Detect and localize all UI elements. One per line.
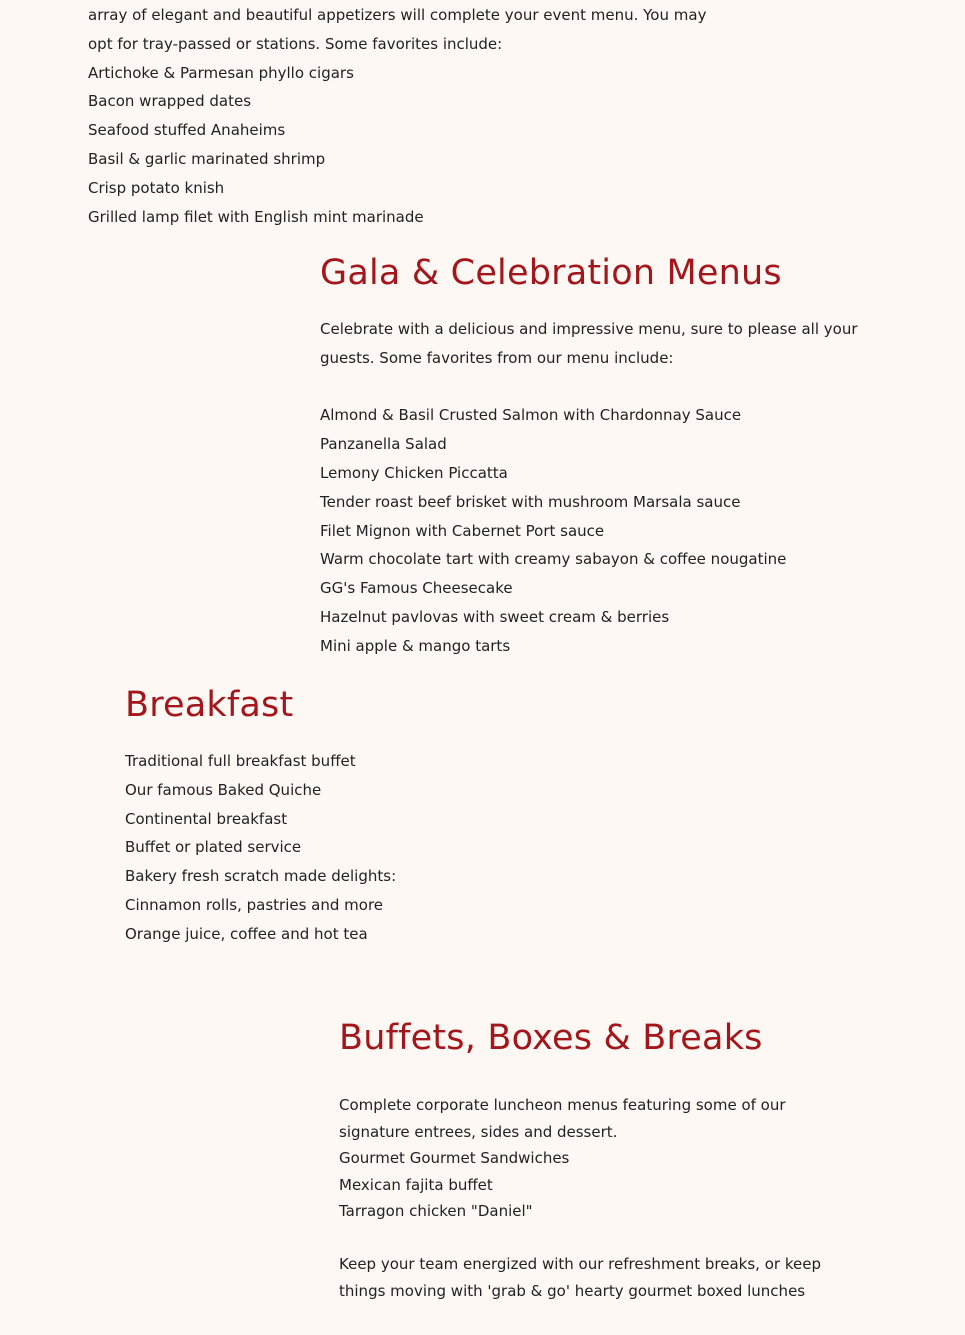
gala-item: Warm chocolate tart with creamy sabayon & coffee nougatine (320, 550, 787, 569)
breakfast-item: Buffet or plated service (125, 838, 302, 857)
buffets-item: Gourmet Gourmet Sandwiches (339, 1149, 570, 1167)
appetizer-item: Artichoke & Parmesan phyllo cigars (88, 63, 354, 82)
gala-item: Panzanella Salad (320, 435, 447, 454)
gala-item: Tender roast beef brisket with mushroom Marsala sauce (320, 492, 741, 511)
breakfast-item: Bakery fresh scratch made delights: (125, 867, 397, 886)
buffets-item: Tarragon chicken "Daniel" (339, 1202, 533, 1220)
breakfast-heading: Breakfast (125, 685, 294, 725)
appetizer-item: Grilled lamp filet with English mint marinade (88, 207, 424, 226)
buffets-heading: Buffets, Boxes & Breaks (339, 1018, 763, 1058)
appetizers-intro-line: opt for tray-passed or stations. Some favorites include: (88, 34, 503, 53)
gala-item: GG's Famous Cheesecake (320, 579, 513, 598)
appetizers-intro-line: array of elegant and beautiful appetizers will complete your event menu. You may (88, 6, 707, 24)
gala-intro-line: guests. Some favorites from our menu include: (320, 348, 674, 367)
buffets-outro-line: Keep your team energized with our refreshment breaks, or keep (339, 1255, 821, 1273)
breakfast-item: Our famous Baked Quiche (125, 780, 322, 799)
breakfast-item: Traditional full breakfast buffet (125, 752, 356, 770)
breakfast-item: Continental breakfast (125, 809, 288, 828)
gala-heading: Gala & Celebration Menus (320, 253, 782, 293)
breakfast-item: Cinnamon rolls, pastries and more (125, 895, 384, 914)
appetizers-section (88, 1, 706, 231)
buffets-intro-line: signature entrees, sides and dessert. (339, 1122, 618, 1141)
gala-item: Hazelnut pavlovas with sweet cream & berries (320, 607, 670, 626)
buffets-section (339, 1092, 821, 1304)
appetizer-item: Crisp potato knish (88, 178, 225, 197)
buffets-item: Mexican fajita buffet (339, 1175, 493, 1194)
gala-intro-line: Celebrate with a delicious and impressive menu, sure to please all your (320, 320, 858, 338)
breakfast-item: Orange juice, coffee and hot tea (125, 924, 368, 943)
gala-item: Lemony Chicken Piccatta (320, 463, 508, 482)
gala-item: Mini apple & mango tarts (320, 636, 511, 655)
breakfast-section (125, 747, 396, 949)
gala-section (320, 315, 858, 661)
appetizer-item: Basil & garlic marinated shrimp (88, 149, 326, 168)
buffets-spacer (339, 1225, 821, 1252)
appetizer-item: Bacon wrapped dates (88, 92, 252, 111)
buffets-outro-line: things moving with 'grab & go' hearty gourmet boxed lunches (339, 1281, 806, 1300)
appetizer-item: Seafood stuffed Anaheims (88, 121, 286, 140)
gala-spacer (320, 373, 858, 402)
gala-item: Filet Mignon with Cabernet Port sauce (320, 521, 605, 540)
buffets-intro-line: Complete corporate luncheon menus featuring some of our (339, 1096, 786, 1114)
gala-item: Almond & Basil Crusted Salmon with Chardonnay Sauce (320, 406, 742, 425)
